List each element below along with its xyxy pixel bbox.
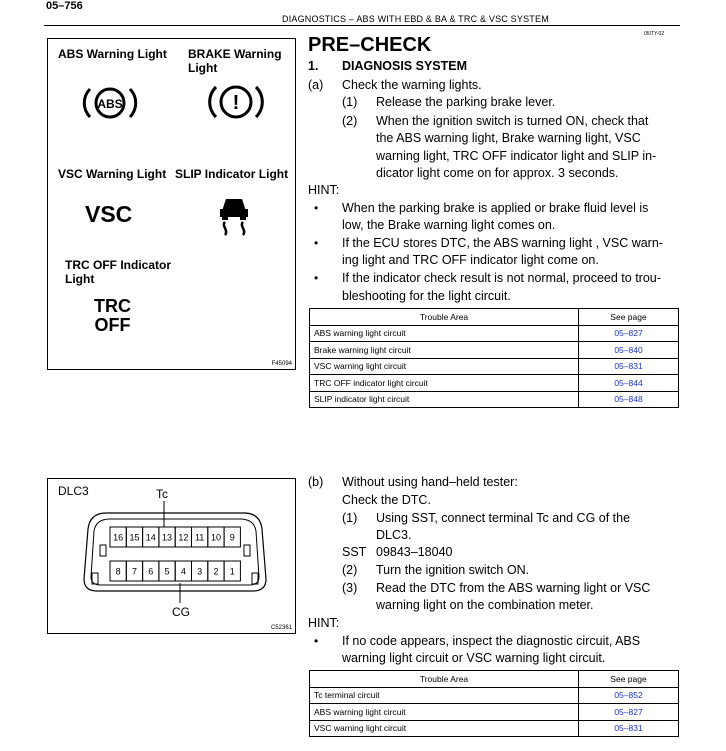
table-row: [310, 704, 679, 721]
table-cell-area: Tc terminal circuit: [310, 687, 579, 704]
vsc-warning-light-label: VSC Warning Light: [58, 167, 167, 181]
dlc3-pin-12: 12: [178, 532, 189, 543]
table-cell-area: Brake warning light circuit: [310, 342, 579, 359]
see-page-link[interactable]: 05–840: [579, 342, 679, 359]
table-cell-area: VSC warning light circuit: [310, 358, 579, 375]
see-page-link[interactable]: 05–852: [579, 687, 679, 704]
slip-icon: [214, 193, 254, 237]
see-page-link[interactable]: 05–827: [579, 325, 679, 342]
hint1-bullet2-line2: ing light and TRC OFF indicator light come on.: [342, 253, 599, 267]
dlc3-pin-15: 15: [129, 532, 140, 543]
see-page-link[interactable]: 05–848: [579, 391, 679, 408]
table-header-area: Trouble Area: [310, 671, 579, 688]
table-row: [310, 358, 679, 375]
see-page-link[interactable]: 05–831: [579, 720, 679, 737]
step-a2-line2: the ABS warning light, Brake warning light, VSC: [376, 131, 641, 145]
dlc3-pin-4: 4: [180, 566, 186, 577]
step-b-line2: Check the DTC.: [342, 493, 431, 507]
trc-icon-line2: OFF: [94, 315, 131, 335]
dlc3-pin-3: 3: [197, 566, 203, 577]
table-cell-area: ABS warning light circuit: [310, 704, 579, 721]
step-a1-text: Release the parking brake lever.: [376, 95, 556, 109]
step-b1-num: (1): [342, 511, 358, 525]
bullet-4: •: [314, 634, 319, 648]
dlc3-bottom-pins: [110, 561, 240, 581]
step-b-marker: (b): [308, 475, 324, 489]
sst-label: SST: [342, 545, 367, 559]
trc-off-indicator-label: [65, 258, 171, 286]
table-header-page: See page: [579, 671, 679, 688]
step-a2-line4: dicator light come on for approx. 3 seconds.: [376, 166, 619, 180]
dlc3-pin-16: 16: [113, 532, 124, 543]
dlc3-pin-5: 5: [164, 566, 170, 577]
table-row: [310, 325, 679, 342]
step-b3-line1: Read the DTC from the ABS warning light or VSC: [376, 581, 651, 595]
abs-warning-light-label: ABS Warning Light: [58, 47, 167, 61]
dlc3-pin-7: 7: [131, 566, 137, 577]
dlc3-pin-1: 1: [229, 566, 235, 577]
hint1-bullet2-line1: If the ECU stores DTC, the ABS warning light , VSC warn-: [342, 236, 663, 250]
dlc3-top-pins: [110, 527, 240, 547]
hint1-bullet1-line2: low, the Brake warning light comes on.: [342, 218, 556, 232]
table-header-page: See page: [579, 309, 679, 326]
table-row: [310, 342, 679, 359]
hint2-bullet-line1: If no code appears, inspect the diagnostic circuit, ABS: [342, 634, 641, 648]
step-b2-num: (2): [342, 563, 358, 577]
dlc3-pin-6: 6: [148, 566, 154, 577]
dlc3-pin-8: 8: [115, 566, 121, 577]
header-rule: [44, 25, 680, 26]
section-title: DIAGNOSIS SYSTEM: [342, 59, 468, 73]
dlc3-connector: [48, 479, 295, 633]
hint-label: HINT:: [308, 183, 340, 197]
sst-value: 09843–18040: [376, 545, 453, 559]
dlc3-pin-9: 9: [229, 532, 235, 543]
brake-label-line1: BRAKE Warning: [188, 47, 282, 61]
trc-icon-line1: TRC: [94, 296, 131, 316]
step-b3-num: (3): [342, 581, 358, 595]
vsc-icon: VSC: [85, 201, 133, 227]
table-row: [310, 720, 679, 737]
trouble-area-table-1: [309, 308, 679, 408]
step-a2-line1: When the ignition switch is turned ON, check that: [376, 114, 649, 128]
warning-lights-figure: [47, 38, 296, 370]
dlc3-pin-14: 14: [145, 532, 156, 543]
dlc3-pin-11: 11: [194, 532, 205, 543]
step-b1-line1: Using SST, connect terminal Tc and CG of the: [376, 511, 631, 525]
trc-label-line1: TRC OFF Indicator: [65, 258, 171, 272]
hint1-bullet3-line1: If the indicator check result is not normal, proceed to trou-: [342, 271, 661, 285]
table-header-area: Trouble Area: [310, 309, 579, 326]
step-a1-num: (1): [342, 95, 358, 109]
section-number: 1.: [308, 59, 319, 73]
figure-number: C52361: [270, 625, 292, 631]
hint1-bullet3-line2: bleshooting for the light circuit.: [342, 289, 511, 303]
step-a-text: Check the warning lights.: [342, 78, 482, 92]
dlc3-pin-10: 10: [210, 532, 221, 543]
step-a2-line3: warning light, TRC OFF indicator light and SLIP in-: [376, 149, 657, 163]
bullet-1: •: [314, 201, 319, 215]
brake-label-line2: Light: [188, 61, 218, 75]
table-header-row: [310, 309, 679, 326]
doc-code: 05ITY-02: [644, 31, 665, 37]
figure-number: F45094: [271, 361, 292, 367]
trc-off-icon: [94, 297, 131, 335]
table-cell-area: SLIP indicator light circuit: [310, 391, 579, 408]
dlc3-figure: [47, 478, 296, 634]
step-b2-text: Turn the ignition switch ON.: [376, 563, 530, 577]
see-page-link[interactable]: 05–827: [579, 704, 679, 721]
trouble-area-table-2: [309, 670, 679, 737]
hint1-bullet1-line1: When the parking brake is applied or brake fluid level is: [342, 201, 649, 215]
step-a-marker: (a): [308, 78, 324, 92]
table-row: [310, 391, 679, 408]
trc-label-line2: Light: [65, 272, 95, 286]
dlc3-pin-2: 2: [213, 566, 219, 577]
cg-label: CG: [172, 605, 190, 619]
dlc3-label: DLC3: [58, 484, 89, 498]
table-cell-area: ABS warning light circuit: [310, 325, 579, 342]
brake-warning-light-label: [188, 47, 282, 75]
page-title: PRE–CHECK: [308, 34, 432, 56]
page-number: 05–756: [46, 0, 83, 12]
tc-label: Tc: [156, 487, 168, 501]
see-page-link[interactable]: 05–844: [579, 375, 679, 392]
abs-warning-icon: [78, 79, 142, 127]
table-header-row: [310, 671, 679, 688]
step-b1-line2: DLC3.: [376, 528, 412, 542]
slip-indicator-light-label: SLIP Indicator Light: [175, 167, 289, 181]
section-header: DIAGNOSTICS – ABS WITH EBD & BA & TRC & VSC SYSTEM: [282, 14, 549, 24]
step-b3-line2: warning light on the combination meter.: [376, 598, 594, 612]
bullet-2: •: [314, 236, 319, 250]
brake-icon-text: !: [232, 92, 240, 114]
hint-label-2: HINT:: [308, 616, 340, 630]
step-a2-num: (2): [342, 114, 358, 128]
table-cell-area: TRC OFF indicator light circuit: [310, 375, 579, 392]
hint2-bullet-line2: warning light circuit or VSC warning light circuit.: [342, 651, 606, 665]
step-b-line1: Without using hand–held tester:: [342, 475, 518, 489]
brake-warning-icon: [204, 77, 268, 127]
table-cell-area: VSC warning light circuit: [310, 720, 579, 737]
dlc3-pin-13: 13: [162, 532, 173, 543]
abs-icon-text: ABS: [97, 97, 123, 111]
table-row: [310, 375, 679, 392]
see-page-link[interactable]: 05–831: [579, 358, 679, 375]
bullet-3: •: [314, 271, 319, 285]
table-row: [310, 687, 679, 704]
